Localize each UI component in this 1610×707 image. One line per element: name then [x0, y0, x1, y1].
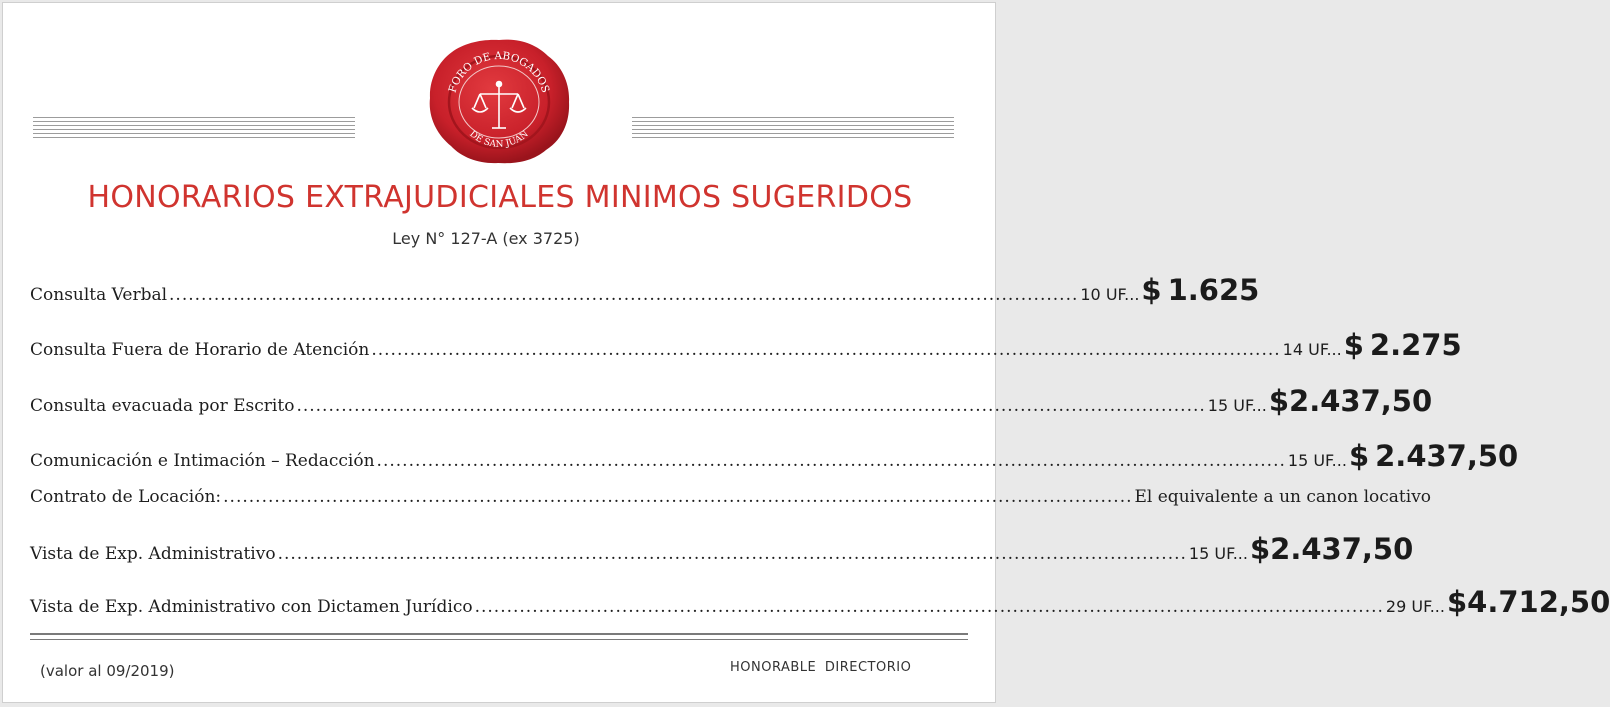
seal-arc-bottom-text: DE SAN JUAN [467, 129, 531, 150]
fee-label: Consulta evacuada por Escrito [30, 396, 295, 416]
fee-label: Comunicación e Intimación – Redacción [30, 451, 375, 471]
fee-amount: $4.712,50 [1446, 585, 1610, 619]
valuation-date: (valor al 09/2019) [40, 662, 175, 680]
fee-note: El equivalente a un canon locativo [1134, 487, 1432, 507]
fee-amount: $ 2.437,50 [1348, 439, 1519, 473]
fee-row [30, 525, 1414, 566]
leader-dots: .............................................................................................................................................. [277, 544, 1187, 564]
leader-dots: .............................................................................................................................................. [223, 487, 1133, 507]
fee-amount: $ 2.275 [1343, 328, 1462, 362]
decorative-lines-right [632, 117, 954, 141]
leader-dots: .............................................................................................................................................. [474, 597, 1384, 617]
fee-units: 15 UF... [1287, 451, 1347, 470]
signature-line: HONORABLE DIRECTORIO [730, 660, 912, 675]
fee-units: 29 UF... [1385, 597, 1445, 616]
leader-dots: .............................................................................................................................................. [169, 285, 1079, 305]
wax-seal-logo [424, 36, 574, 166]
fee-amount: $2.437,50 [1268, 384, 1433, 418]
fee-row [30, 266, 1260, 307]
fee-row [30, 578, 1610, 619]
fee-units: 14 UF... [1282, 340, 1342, 359]
fee-units: 15 UF... [1207, 396, 1267, 415]
fee-label: Contrato de Locación: [30, 487, 222, 507]
divider [30, 633, 968, 635]
fee-units: 10 UF... [1080, 285, 1140, 304]
divider [30, 639, 968, 640]
law-reference: Ley N° 127-A (ex 3725) [392, 229, 580, 248]
leader-dots: .............................................................................................................................................. [371, 340, 1281, 360]
fee-units: 15 UF... [1188, 544, 1248, 563]
fee-amount: $ 1.625 [1141, 273, 1260, 307]
fee-label: Vista de Exp. Administrativo con Dictamen Jurídico [30, 597, 473, 617]
fee-label: Vista de Exp. Administrativo [30, 544, 276, 564]
fee-amount: $2.437,50 [1249, 532, 1414, 566]
fee-row [30, 468, 1432, 508]
fee-label: Consulta Verbal [30, 285, 168, 305]
page-title: HONORARIOS EXTRAJUDICIALES MINIMOS SUGERIDOS [87, 180, 913, 215]
fee-row [30, 432, 1519, 473]
fee-label: Consulta Fuera de Horario de Atención [30, 340, 370, 360]
seal-arc-top-text: FORO DE ABOGADOS [446, 49, 552, 95]
fee-row [30, 377, 1433, 418]
leader-dots: .............................................................................................................................................. [296, 396, 1206, 416]
decorative-lines-left [33, 117, 355, 141]
fee-row [30, 321, 1462, 362]
leader-dots: .............................................................................................................................................. [376, 451, 1286, 471]
